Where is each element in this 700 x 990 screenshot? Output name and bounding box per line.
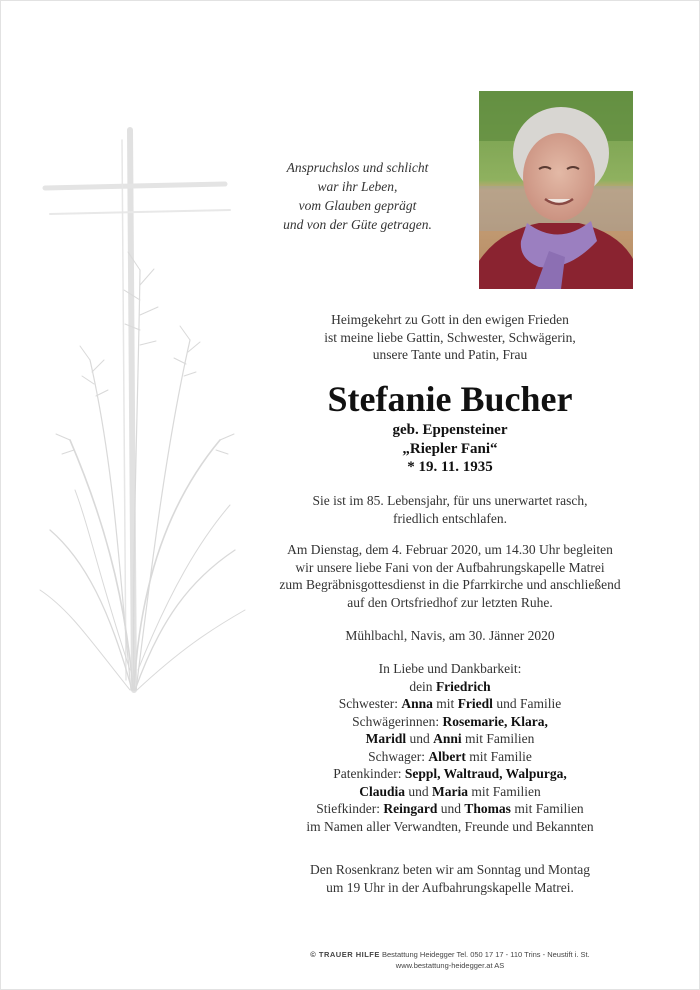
- mourner-name: Reingard: [383, 801, 438, 816]
- mourner-name: Anni: [433, 731, 462, 746]
- rosary-line: Den Rosenkranz beten wir am Sonntag und Montag: [309, 862, 591, 877]
- mourner-name: Albert: [428, 748, 466, 764]
- intro-text: [250, 311, 650, 364]
- funeral-info: [250, 541, 650, 611]
- mourner-text: im Namen aller Verwandten, Freunde und Bekannten: [306, 818, 594, 834]
- nickname: „Riepler Fani“: [402, 440, 498, 457]
- portrait-photo-of-deceased: [479, 91, 633, 289]
- mourner-name: Rosemarie, Klara,: [442, 713, 548, 729]
- mourner-line: [250, 800, 650, 818]
- intro-line: unsere Tante und Patin, Frau: [372, 347, 528, 362]
- mourner-text: mit Familien: [461, 731, 535, 746]
- mourner-text: Stiefkinder:: [316, 801, 384, 816]
- mourner-text: und: [406, 731, 434, 746]
- funeral-line: Am Dienstag, dem 4. Februar 2020, um 14.30 Uhr begleiten: [287, 542, 613, 557]
- mourner-name: Claudia: [359, 783, 406, 799]
- quote-line: war ihr Leben,: [317, 179, 398, 194]
- deceased-details: [250, 421, 650, 477]
- mourner-name: Friedl: [457, 696, 493, 711]
- mourner-lines: [250, 678, 650, 836]
- place-date: Mühlbachl, Navis, am 30. Jänner 2020: [345, 628, 555, 643]
- intro-line: ist meine liebe Gattin, Schwester, Schwägerin,: [324, 329, 576, 345]
- mourner-name: Anna: [401, 696, 433, 711]
- footer-brand: © TRAUER HILFE: [310, 950, 380, 959]
- mourner-name: Maria: [432, 783, 469, 799]
- funeral-line: auf den Ortsfriedhof zur letzten Ruhe.: [347, 594, 553, 610]
- mourner-text: und Familie: [492, 696, 562, 711]
- mourner-text: mit Familien: [468, 783, 541, 799]
- mourner-text: und: [405, 783, 433, 799]
- mourner-text: mit Familie: [465, 748, 532, 764]
- mourner-name: Seppl, Waltraud, Walpurga,: [404, 766, 567, 781]
- mourner-name: Thomas: [464, 801, 511, 816]
- mourner-name: Maridl: [365, 731, 407, 746]
- funeral-line: zum Begräbnisgottesdienst in die Pfarrkirche und anschließend: [279, 577, 621, 592]
- mourner-text: Schwägerinnen:: [352, 713, 443, 729]
- mourner-line: [250, 765, 650, 783]
- intro-line: Heimgekehrt zu Gott in den ewigen Frieden: [331, 312, 569, 327]
- quote: [250, 158, 465, 234]
- rosary-info: [250, 861, 650, 896]
- quote-line: vom Glauben geprägt: [298, 198, 417, 213]
- mourners-heading: In Liebe und Dankbarkeit:: [378, 661, 522, 676]
- mourner-name: Friedrich: [435, 678, 491, 694]
- mourner-line: [250, 748, 650, 766]
- mourner-text: dein: [409, 678, 436, 694]
- mourner-line: [250, 730, 650, 748]
- mourner-line: [250, 783, 650, 801]
- mourner-text: Schwester:: [338, 696, 402, 711]
- mourner-line: [250, 713, 650, 731]
- mourner-text: Patenkinder:: [333, 766, 405, 781]
- quote-line: Anspruchslos und schlicht: [286, 160, 429, 175]
- death-notice-line: friedlich entschlafen.: [393, 510, 507, 526]
- mourner-text: mit Familien: [510, 801, 584, 816]
- mourner-line: [250, 818, 650, 836]
- mourner-line: [250, 695, 650, 713]
- birth-date: * 19. 11. 1935: [407, 459, 493, 475]
- footer-details: Bestattung Heidegger Tel. 050 17 17 - 110 Trins - Neustift i. St.: [379, 950, 590, 959]
- deceased-name: Stefanie Bucher: [327, 379, 573, 419]
- mourner-text: Schwager:: [368, 748, 429, 764]
- mourners-list: [250, 660, 650, 835]
- maiden-name: geb. Eppensteiner: [392, 422, 508, 438]
- footer-line: [250, 949, 650, 960]
- cross-with-grass-icon: [30, 110, 260, 710]
- death-notice-line: Sie ist im 85. Lebensjahr, für uns unerwartet rasch,: [312, 493, 588, 508]
- mourner-text: mit: [432, 696, 458, 711]
- rosary-line: um 19 Uhr in der Aufbahrungskapelle Matrei.: [326, 879, 574, 895]
- death-notice: [250, 492, 650, 527]
- mourner-line: [250, 678, 650, 696]
- funeral-line: wir unsere liebe Fani von der Aufbahrungskapelle Matrei: [295, 559, 605, 575]
- quote-line: und von der Güte getragen.: [283, 217, 432, 232]
- mourner-text: und: [437, 801, 465, 816]
- footer: [250, 949, 650, 971]
- footer-web[interactable]: www.bestattung-heidegger.at AS: [395, 961, 505, 970]
